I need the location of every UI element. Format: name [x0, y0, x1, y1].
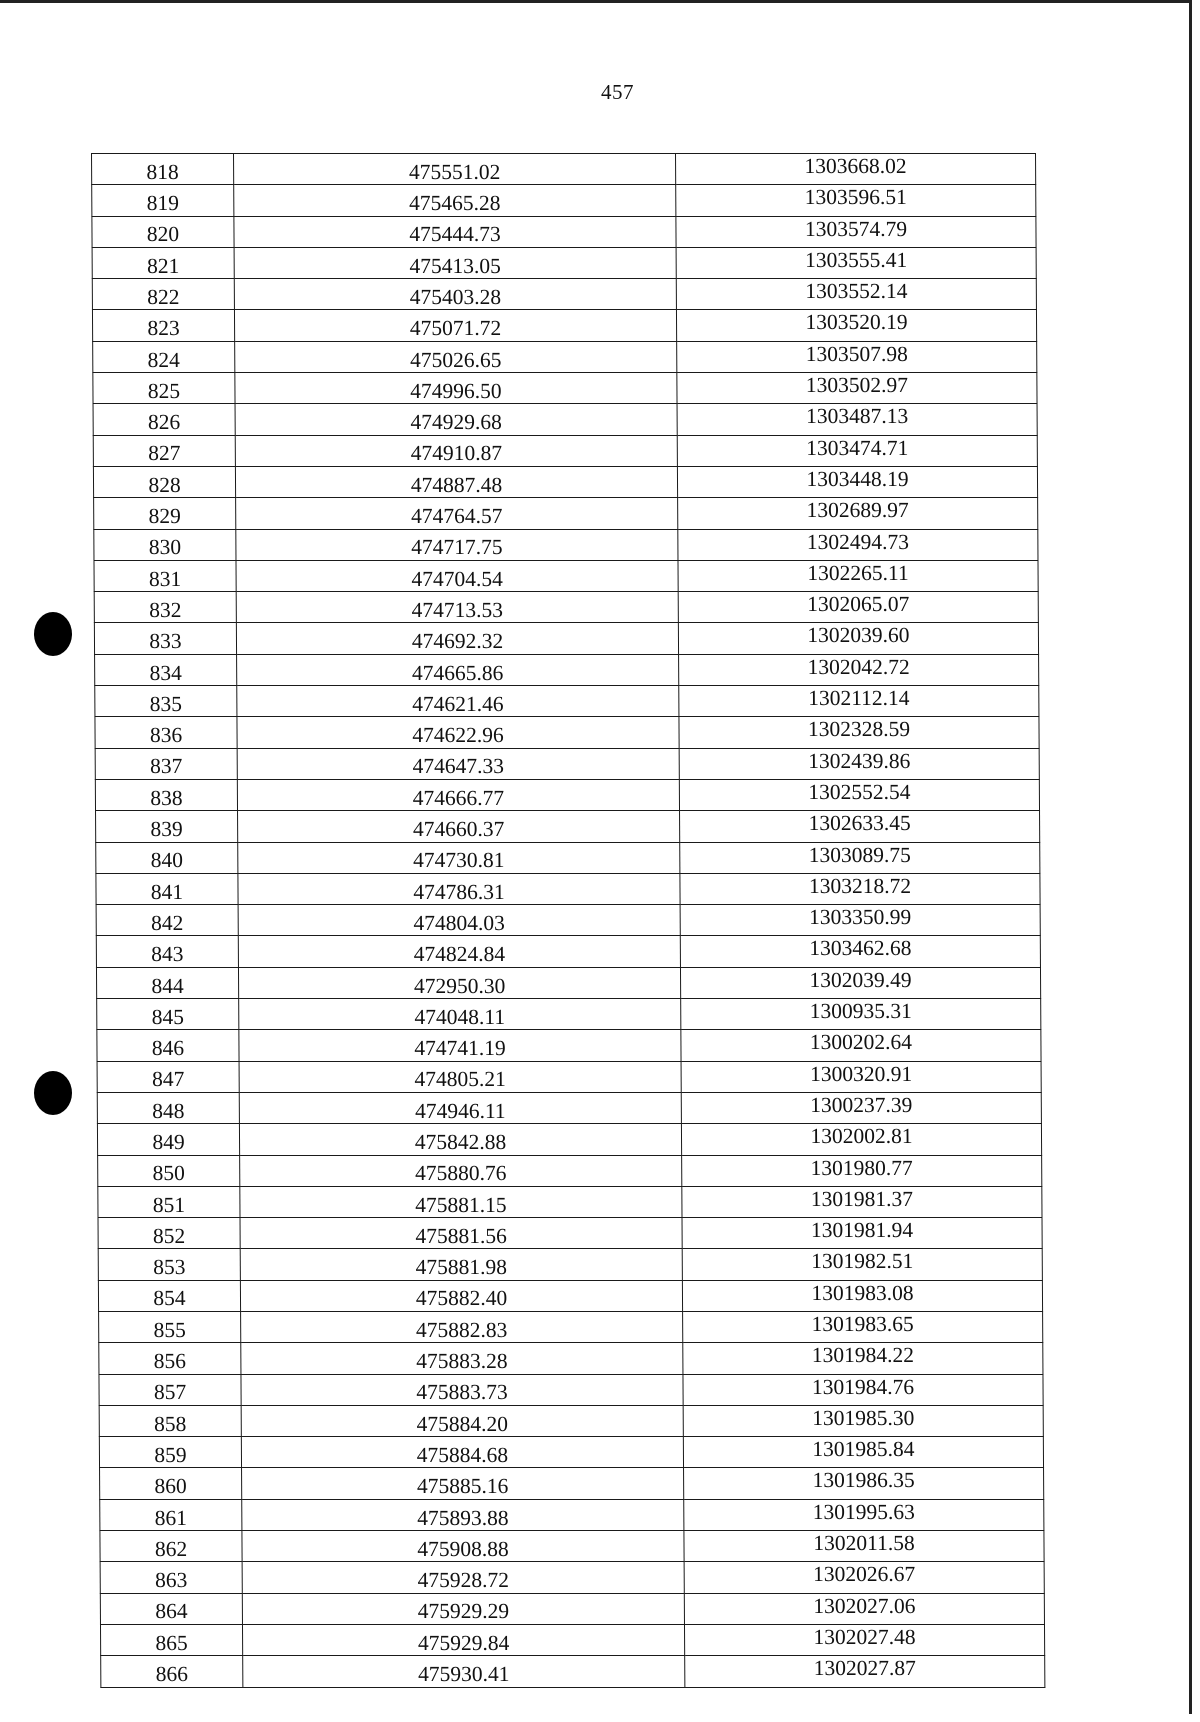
table-row — [99, 1405, 1043, 1436]
x-coordinate-cell: 475884.20 — [241, 1405, 683, 1436]
point-number-cell: 820 — [92, 216, 234, 247]
table-row — [98, 1186, 1042, 1217]
punch-hole-top — [34, 612, 72, 656]
y-coordinate-cell: 1301986.35 — [684, 1468, 1044, 1499]
y-coordinate-cell: 1302552.54 — [679, 779, 1039, 810]
point-number-cell: 853 — [98, 1249, 240, 1280]
x-coordinate-cell: 475928.72 — [242, 1562, 684, 1593]
y-coordinate-cell: 1302439.86 — [679, 748, 1039, 779]
table-row — [100, 1499, 1044, 1530]
x-coordinate-cell: 474996.50 — [235, 373, 677, 404]
x-coordinate-cell: 474666.77 — [237, 779, 679, 810]
point-number-cell: 856 — [99, 1343, 241, 1374]
y-coordinate-cell: 1301985.84 — [683, 1437, 1043, 1468]
y-coordinate-cell: 1302065.07 — [678, 592, 1038, 623]
y-coordinate-cell: 1302494.73 — [678, 529, 1038, 560]
y-coordinate-cell: 1302027.48 — [684, 1624, 1044, 1655]
x-coordinate-cell: 475403.28 — [234, 279, 676, 310]
point-number-cell: 828 — [93, 466, 235, 497]
point-number-cell: 824 — [93, 341, 235, 372]
table-row — [93, 466, 1037, 497]
table-row — [92, 185, 1036, 216]
x-coordinate-cell: 475883.73 — [241, 1374, 683, 1405]
point-number-cell: 864 — [100, 1593, 242, 1624]
table-row — [99, 1374, 1043, 1405]
x-coordinate-cell: 475881.98 — [240, 1249, 682, 1280]
y-coordinate-cell: 1302002.81 — [681, 1124, 1041, 1155]
y-coordinate-cell: 1302633.45 — [680, 811, 1040, 842]
point-number-cell: 859 — [99, 1437, 241, 1468]
table-row — [96, 842, 1040, 873]
y-coordinate-cell: 1301984.22 — [683, 1343, 1043, 1374]
point-number-cell: 833 — [94, 623, 236, 654]
x-coordinate-cell: 475551.02 — [234, 154, 676, 185]
x-coordinate-cell: 475882.83 — [241, 1311, 683, 1342]
x-coordinate-cell: 474946.11 — [239, 1092, 681, 1123]
point-number-cell: 857 — [99, 1374, 241, 1405]
y-coordinate-cell: 1302112.14 — [679, 686, 1039, 717]
table-row — [100, 1531, 1044, 1562]
table-row — [96, 811, 1040, 842]
table-row — [100, 1468, 1044, 1499]
point-number-cell: 860 — [100, 1468, 242, 1499]
point-number-cell: 865 — [100, 1624, 242, 1655]
point-number-cell: 831 — [94, 560, 236, 591]
x-coordinate-cell: 475026.65 — [235, 341, 677, 372]
y-coordinate-cell: 1302328.59 — [679, 717, 1039, 748]
y-coordinate-cell: 1303555.41 — [676, 247, 1036, 278]
point-number-cell: 829 — [94, 498, 236, 529]
y-coordinate-cell: 1303448.19 — [677, 466, 1037, 497]
x-coordinate-cell: 474665.86 — [237, 654, 679, 685]
x-coordinate-cell: 474741.19 — [239, 1030, 681, 1061]
y-coordinate-cell: 1301981.37 — [682, 1186, 1042, 1217]
table-row — [97, 999, 1041, 1030]
y-coordinate-cell: 1302027.87 — [685, 1656, 1045, 1687]
y-coordinate-cell: 1301983.08 — [682, 1280, 1042, 1311]
x-coordinate-cell: 474713.53 — [236, 592, 678, 623]
table-row — [95, 654, 1039, 685]
page-number: 457 — [601, 80, 634, 104]
table-row — [95, 779, 1039, 810]
x-coordinate-cell: 475881.15 — [240, 1186, 682, 1217]
point-number-cell: 838 — [95, 779, 237, 810]
y-coordinate-cell: 1301984.76 — [683, 1374, 1043, 1405]
table-row — [98, 1155, 1042, 1186]
y-coordinate-cell: 1303668.02 — [676, 154, 1036, 185]
x-coordinate-cell: 475929.29 — [242, 1593, 684, 1624]
point-number-cell: 827 — [93, 435, 235, 466]
y-coordinate-cell: 1303218.72 — [680, 873, 1040, 904]
point-number-cell: 823 — [92, 310, 234, 341]
table-row — [96, 873, 1040, 904]
y-coordinate-cell: 1303089.75 — [680, 842, 1040, 873]
table-row — [101, 1656, 1045, 1687]
point-number-cell: 835 — [95, 686, 237, 717]
x-coordinate-cell: 474730.81 — [238, 842, 680, 873]
x-coordinate-cell: 475413.05 — [234, 247, 676, 278]
y-coordinate-cell: 1301985.30 — [683, 1405, 1043, 1436]
y-coordinate-cell: 1303350.99 — [680, 905, 1040, 936]
point-number-cell: 851 — [98, 1186, 240, 1217]
x-coordinate-cell: 475929.84 — [242, 1624, 684, 1655]
x-coordinate-cell: 474704.54 — [236, 560, 678, 591]
table-row — [98, 1280, 1042, 1311]
y-coordinate-cell: 1303552.14 — [676, 279, 1036, 310]
y-coordinate-cell: 1303574.79 — [676, 216, 1036, 247]
table-row — [98, 1218, 1042, 1249]
x-coordinate-cell: 474647.33 — [237, 748, 679, 779]
y-coordinate-cell: 1303502.97 — [677, 373, 1037, 404]
table-row — [92, 154, 1036, 185]
coordinates-table-body — [92, 154, 1045, 1688]
point-number-cell: 819 — [92, 185, 234, 216]
table-row — [94, 592, 1038, 623]
table-row — [94, 529, 1038, 560]
y-coordinate-cell: 1302039.49 — [680, 967, 1040, 998]
point-number-cell: 832 — [94, 592, 236, 623]
y-coordinate-cell: 1302689.97 — [678, 498, 1038, 529]
point-number-cell: 834 — [95, 654, 237, 685]
x-coordinate-cell: 475071.72 — [234, 310, 676, 341]
coordinates-table — [91, 153, 1045, 1688]
table-row — [99, 1311, 1043, 1342]
point-number-cell: 822 — [92, 279, 234, 310]
y-coordinate-cell: 1303507.98 — [677, 341, 1037, 372]
table-row — [92, 279, 1036, 310]
y-coordinate-cell: 1301982.51 — [682, 1249, 1042, 1280]
x-coordinate-cell: 475881.56 — [240, 1218, 682, 1249]
point-number-cell: 845 — [97, 999, 239, 1030]
table-row — [93, 373, 1037, 404]
x-coordinate-cell: 475883.28 — [241, 1343, 683, 1374]
point-number-cell: 826 — [93, 404, 235, 435]
point-number-cell: 861 — [100, 1499, 242, 1530]
table-row — [92, 216, 1036, 247]
x-coordinate-cell: 474717.75 — [236, 529, 678, 560]
point-number-cell: 843 — [96, 936, 238, 967]
point-number-cell: 839 — [96, 811, 238, 842]
table-row — [92, 247, 1036, 278]
point-number-cell: 855 — [99, 1311, 241, 1342]
x-coordinate-cell: 475880.76 — [240, 1155, 682, 1186]
point-number-cell: 847 — [97, 1061, 239, 1092]
point-number-cell: 846 — [97, 1030, 239, 1061]
table-row — [94, 560, 1038, 591]
table-row — [96, 905, 1040, 936]
x-coordinate-cell: 474786.31 — [238, 873, 680, 904]
point-number-cell: 850 — [98, 1155, 240, 1186]
x-coordinate-cell: 474929.68 — [235, 404, 677, 435]
y-coordinate-cell: 1301995.63 — [684, 1499, 1044, 1530]
point-number-cell: 836 — [95, 717, 237, 748]
x-coordinate-cell: 475884.68 — [241, 1437, 683, 1468]
x-coordinate-cell: 474048.11 — [239, 999, 681, 1030]
point-number-cell: 863 — [100, 1562, 242, 1593]
table-row — [93, 404, 1037, 435]
point-number-cell: 837 — [95, 748, 237, 779]
y-coordinate-cell: 1301983.65 — [683, 1311, 1043, 1342]
y-coordinate-cell: 1302026.67 — [684, 1562, 1044, 1593]
point-number-cell: 848 — [97, 1092, 239, 1123]
table-row — [93, 341, 1037, 372]
point-number-cell: 849 — [97, 1124, 239, 1155]
y-coordinate-cell: 1303487.13 — [677, 404, 1037, 435]
table-row — [100, 1593, 1044, 1624]
point-number-cell: 862 — [100, 1531, 242, 1562]
x-coordinate-cell: 474805.21 — [239, 1061, 681, 1092]
point-number-cell: 842 — [96, 905, 238, 936]
y-coordinate-cell: 1303520.19 — [676, 310, 1036, 341]
point-number-cell: 852 — [98, 1218, 240, 1249]
x-coordinate-cell: 475882.40 — [240, 1280, 682, 1311]
y-coordinate-cell: 1301980.77 — [682, 1155, 1042, 1186]
x-coordinate-cell: 475842.88 — [239, 1124, 681, 1155]
x-coordinate-cell: 474621.46 — [237, 686, 679, 717]
x-coordinate-cell: 475893.88 — [242, 1499, 684, 1530]
table-row — [100, 1624, 1044, 1655]
punch-hole-bottom — [34, 1071, 72, 1115]
x-coordinate-cell: 474692.32 — [236, 623, 678, 654]
table-row — [97, 1061, 1041, 1092]
x-coordinate-cell: 474622.96 — [237, 717, 679, 748]
table-row — [99, 1343, 1043, 1374]
x-coordinate-cell: 474660.37 — [238, 811, 680, 842]
y-coordinate-cell: 1303462.68 — [680, 936, 1040, 967]
table-row — [96, 936, 1040, 967]
y-coordinate-cell: 1302265.11 — [678, 560, 1038, 591]
y-coordinate-cell: 1300320.91 — [681, 1061, 1041, 1092]
point-number-cell: 825 — [93, 373, 235, 404]
x-coordinate-cell: 475444.73 — [234, 216, 676, 247]
point-number-cell: 818 — [92, 154, 234, 185]
x-coordinate-cell: 475930.41 — [243, 1656, 685, 1687]
point-number-cell: 840 — [96, 842, 238, 873]
table-row — [93, 435, 1037, 466]
point-number-cell: 866 — [101, 1656, 243, 1687]
x-coordinate-cell: 474910.87 — [235, 435, 677, 466]
table-row — [100, 1562, 1044, 1593]
table-row — [97, 1030, 1041, 1061]
x-coordinate-cell: 472950.30 — [238, 967, 680, 998]
y-coordinate-cell: 1302039.60 — [678, 623, 1038, 654]
point-number-cell: 854 — [98, 1280, 240, 1311]
y-coordinate-cell: 1300935.31 — [681, 999, 1041, 1030]
table-row — [98, 1249, 1042, 1280]
x-coordinate-cell: 474824.84 — [238, 936, 680, 967]
y-coordinate-cell: 1302042.72 — [679, 654, 1039, 685]
x-coordinate-cell: 475465.28 — [234, 185, 676, 216]
table-row — [92, 310, 1036, 341]
y-coordinate-cell: 1303474.71 — [677, 435, 1037, 466]
y-coordinate-cell: 1303596.51 — [676, 185, 1036, 216]
x-coordinate-cell: 475885.16 — [242, 1468, 684, 1499]
x-coordinate-cell: 474764.57 — [236, 498, 678, 529]
y-coordinate-cell: 1300202.64 — [681, 1030, 1041, 1061]
x-coordinate-cell: 474887.48 — [235, 466, 677, 497]
point-number-cell: 821 — [92, 247, 234, 278]
y-coordinate-cell: 1300237.39 — [681, 1092, 1041, 1123]
table-row — [95, 686, 1039, 717]
table-row — [97, 1124, 1041, 1155]
table-row — [96, 967, 1040, 998]
x-coordinate-cell: 475908.88 — [242, 1531, 684, 1562]
table-row — [94, 498, 1038, 529]
point-number-cell: 830 — [94, 529, 236, 560]
point-number-cell: 858 — [99, 1405, 241, 1436]
y-coordinate-cell: 1302011.58 — [684, 1531, 1044, 1562]
y-coordinate-cell: 1301981.94 — [682, 1218, 1042, 1249]
point-number-cell: 844 — [96, 967, 238, 998]
table-row — [95, 748, 1039, 779]
table-row — [99, 1437, 1043, 1468]
table-row — [95, 717, 1039, 748]
table-row — [97, 1092, 1041, 1123]
point-number-cell: 841 — [96, 873, 238, 904]
table-row — [94, 623, 1038, 654]
y-coordinate-cell: 1302027.06 — [684, 1593, 1044, 1624]
x-coordinate-cell: 474804.03 — [238, 905, 680, 936]
